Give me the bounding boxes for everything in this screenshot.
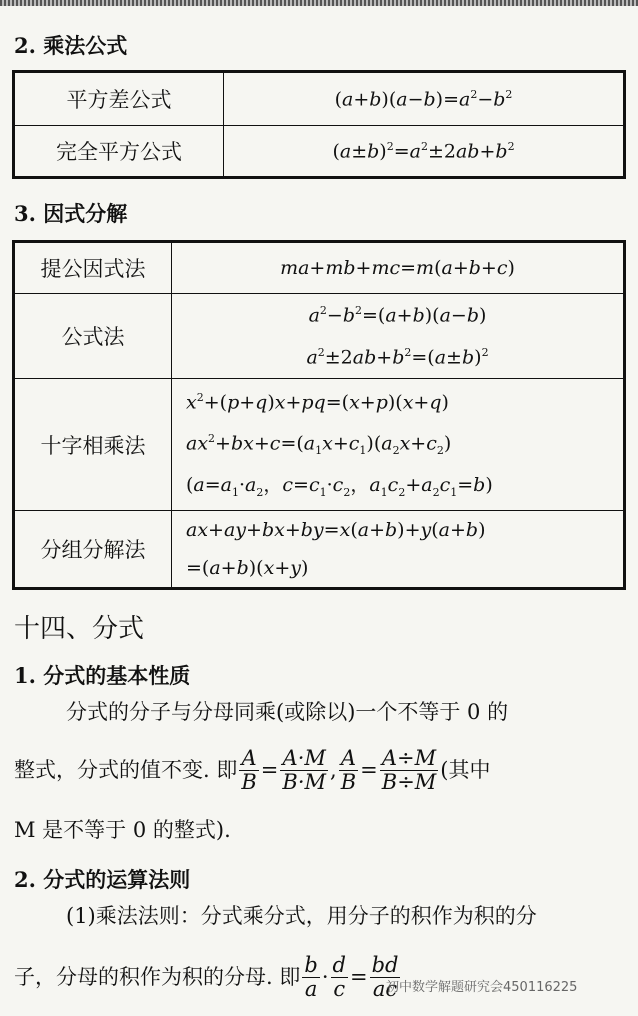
paragraph-line: (1)乘法法则：分式乘分式，用分子的积作为积的分 xyxy=(66,904,537,928)
formula-line: $a^2-b^2=(a+b)(a-b)$ xyxy=(308,303,487,327)
table-row xyxy=(14,72,625,126)
table-row-label: 公式法 xyxy=(14,294,172,379)
fraction: $\frac{A}{B}$ xyxy=(340,746,357,794)
table-row-label: 分组分解法 xyxy=(14,511,172,589)
formula-line: $x^2+(p+q)x+pq=(x+p)(x+q)$ xyxy=(186,391,449,414)
fraction: $\frac{bd}{ac}$ xyxy=(371,953,399,1001)
table-row xyxy=(14,126,625,178)
fraction: $\frac{d}{c}$ xyxy=(332,953,346,1001)
table-row xyxy=(14,511,625,589)
paragraph-line-with-formula: 子，分母的积作为积的分母. 即 $\frac{b}{a}$ · $\frac{d}{c}$ = $\frac{bd}{ac}$ xyxy=(14,953,399,1001)
top-border xyxy=(0,0,638,6)
chapter-title-fractions: 十四、分式 xyxy=(14,614,145,644)
section-title-factorization: 3. 因式分解 xyxy=(14,201,128,226)
factorization-table xyxy=(12,240,626,590)
section-title-basic-properties: 1. 分式的基本性质 xyxy=(14,663,191,688)
formula-line: ($a=a_1\cdot a_2$，$c=c_1\cdot c_2$，$a_1c_2+a_2c_1=b$) xyxy=(186,473,493,499)
table-row-label: 完全平方公式 xyxy=(14,126,224,178)
fraction: $\frac{b}{a}$ xyxy=(304,953,318,1001)
formula-line: ax+ay+bx+by=x(a+b)+y(a+b) xyxy=(186,518,486,541)
section-title-multiplication: 2. 乘法公式 xyxy=(14,33,128,58)
fraction: $\frac{A\cdot M}{B\cdot M}$ xyxy=(282,746,327,794)
paragraph-text: (其中 xyxy=(440,757,491,782)
formula-grouping xyxy=(172,511,625,589)
table-row xyxy=(14,242,625,294)
watermark: 初中数学解题研究会450116225 xyxy=(386,980,578,995)
table-row-label: 平方差公式 xyxy=(14,72,224,126)
formula-line: $a^2\pm 2ab+b^2=(a\pm b)^2$ xyxy=(306,345,489,369)
formula-perfect-square: $(a\pm b)^2=a^2\pm 2ab+b^2$ xyxy=(224,126,625,178)
paragraph-line: 分式的分子与分母同乘(或除以)一个不等于 0 的 xyxy=(66,700,509,724)
formula-common-factor: ma+mb+mc=m(a+b+c) xyxy=(172,242,625,294)
formula-formula-method xyxy=(172,294,625,379)
formula-line: =(a+b)(x+y) xyxy=(186,556,309,579)
formula-line: $ax^2+bx+c=(a_1x+c_1)(a_2x+c_2)$ xyxy=(186,431,452,458)
paragraph-text: 整式，分式的值不变. 即 xyxy=(14,757,238,782)
fraction: $\frac{A}{B}$ xyxy=(241,746,257,794)
section-title-operation-rules: 2. 分式的运算法则 xyxy=(14,867,191,892)
paragraph-line-with-formula: 整式，分式的值不变. 即 $\frac{A}{B}$ = $\frac{A\cdot M}{B\cdot M}$ , $\frac{A}{B}$ = $\frac{A\div M}{B\div M}$ (其中 xyxy=(14,746,491,794)
table-row xyxy=(14,379,625,511)
formula-cross-multiplication xyxy=(172,379,625,511)
paragraph-line: M 是不等于 0 的整式). xyxy=(14,818,231,842)
table-row-label: 十字相乘法 xyxy=(14,379,172,511)
formula-difference-of-squares: $(a+b)(a-b)=a^2-b^2$ xyxy=(224,72,625,126)
multiplication-formula-table xyxy=(12,70,626,179)
paragraph-text: 子，分母的积作为积的分母. 即 xyxy=(14,964,301,989)
fraction: $\frac{A\div M}{B\div M}$ xyxy=(381,746,437,794)
table-row xyxy=(14,294,625,379)
table-row-label: 提公因式法 xyxy=(14,242,172,294)
